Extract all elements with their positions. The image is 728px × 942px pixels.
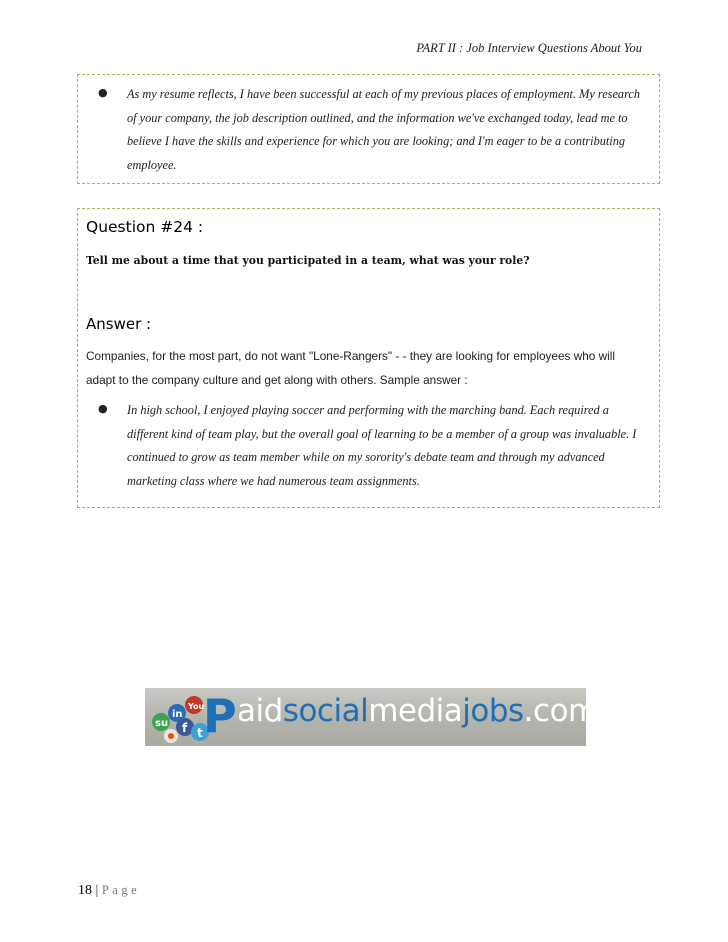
svg-text:in: in — [172, 709, 183, 720]
svg-text:t: t — [197, 726, 203, 740]
question-title: Question #24 : — [86, 218, 204, 236]
answer-title: Answer : — [86, 315, 152, 333]
bullet-text: As my resume reflects, I have been successful at each of my previous places of employment. My research of your company, the job description outlined, and the information we've exchanged today, lead me to believe I have the skills and experience for which you are looking; and I'm eager to be a contributing employee. — [127, 87, 641, 172]
logo-word-com: .com — [523, 693, 598, 729]
logo-word-media: media — [368, 693, 463, 729]
logo-p-glyph-icon: P — [203, 689, 237, 743]
bullet-text: In high school, I enjoyed playing soccer and performing with the marching band. Each required a different kind of team play, but the overall goal of learning to be a member of a group was invaluable. I continued to grow as team member while on my sorority's debate team and through my advanced marketing class where we had numerous team assignments. — [127, 403, 637, 488]
page-footer — [78, 883, 140, 899]
paidsocialmediajobs-logo[interactable] — [145, 688, 598, 746]
question-box — [77, 208, 660, 508]
bullet-dot-icon: ● — [98, 402, 108, 415]
logo-word-social: social — [282, 693, 369, 729]
logo-word-aid: aid — [237, 693, 283, 729]
page-label: Page — [101, 883, 141, 897]
logo-wordmark — [237, 693, 598, 729]
page-number: 18 — [78, 883, 92, 898]
answer-text: Companies, for the most part, do not want "Lone-Rangers" - - they are looking for employees who will adapt to the company culture and get along with others. Sample answer : — [86, 349, 616, 387]
answer-continuation-box — [77, 74, 660, 184]
svg-text:su: su — [155, 718, 169, 729]
footer-separator: | — [95, 883, 99, 898]
svg-text:You: You — [188, 702, 205, 711]
bullet-dot-icon: ● — [98, 86, 108, 99]
svg-text:f: f — [182, 721, 188, 735]
question-text: Tell me about a time that you participated in a team, what was your role? — [86, 254, 530, 267]
running-header: PART II : Job Interview Questions About You — [416, 41, 642, 55]
logo-word-jobs: jobs — [462, 693, 524, 729]
